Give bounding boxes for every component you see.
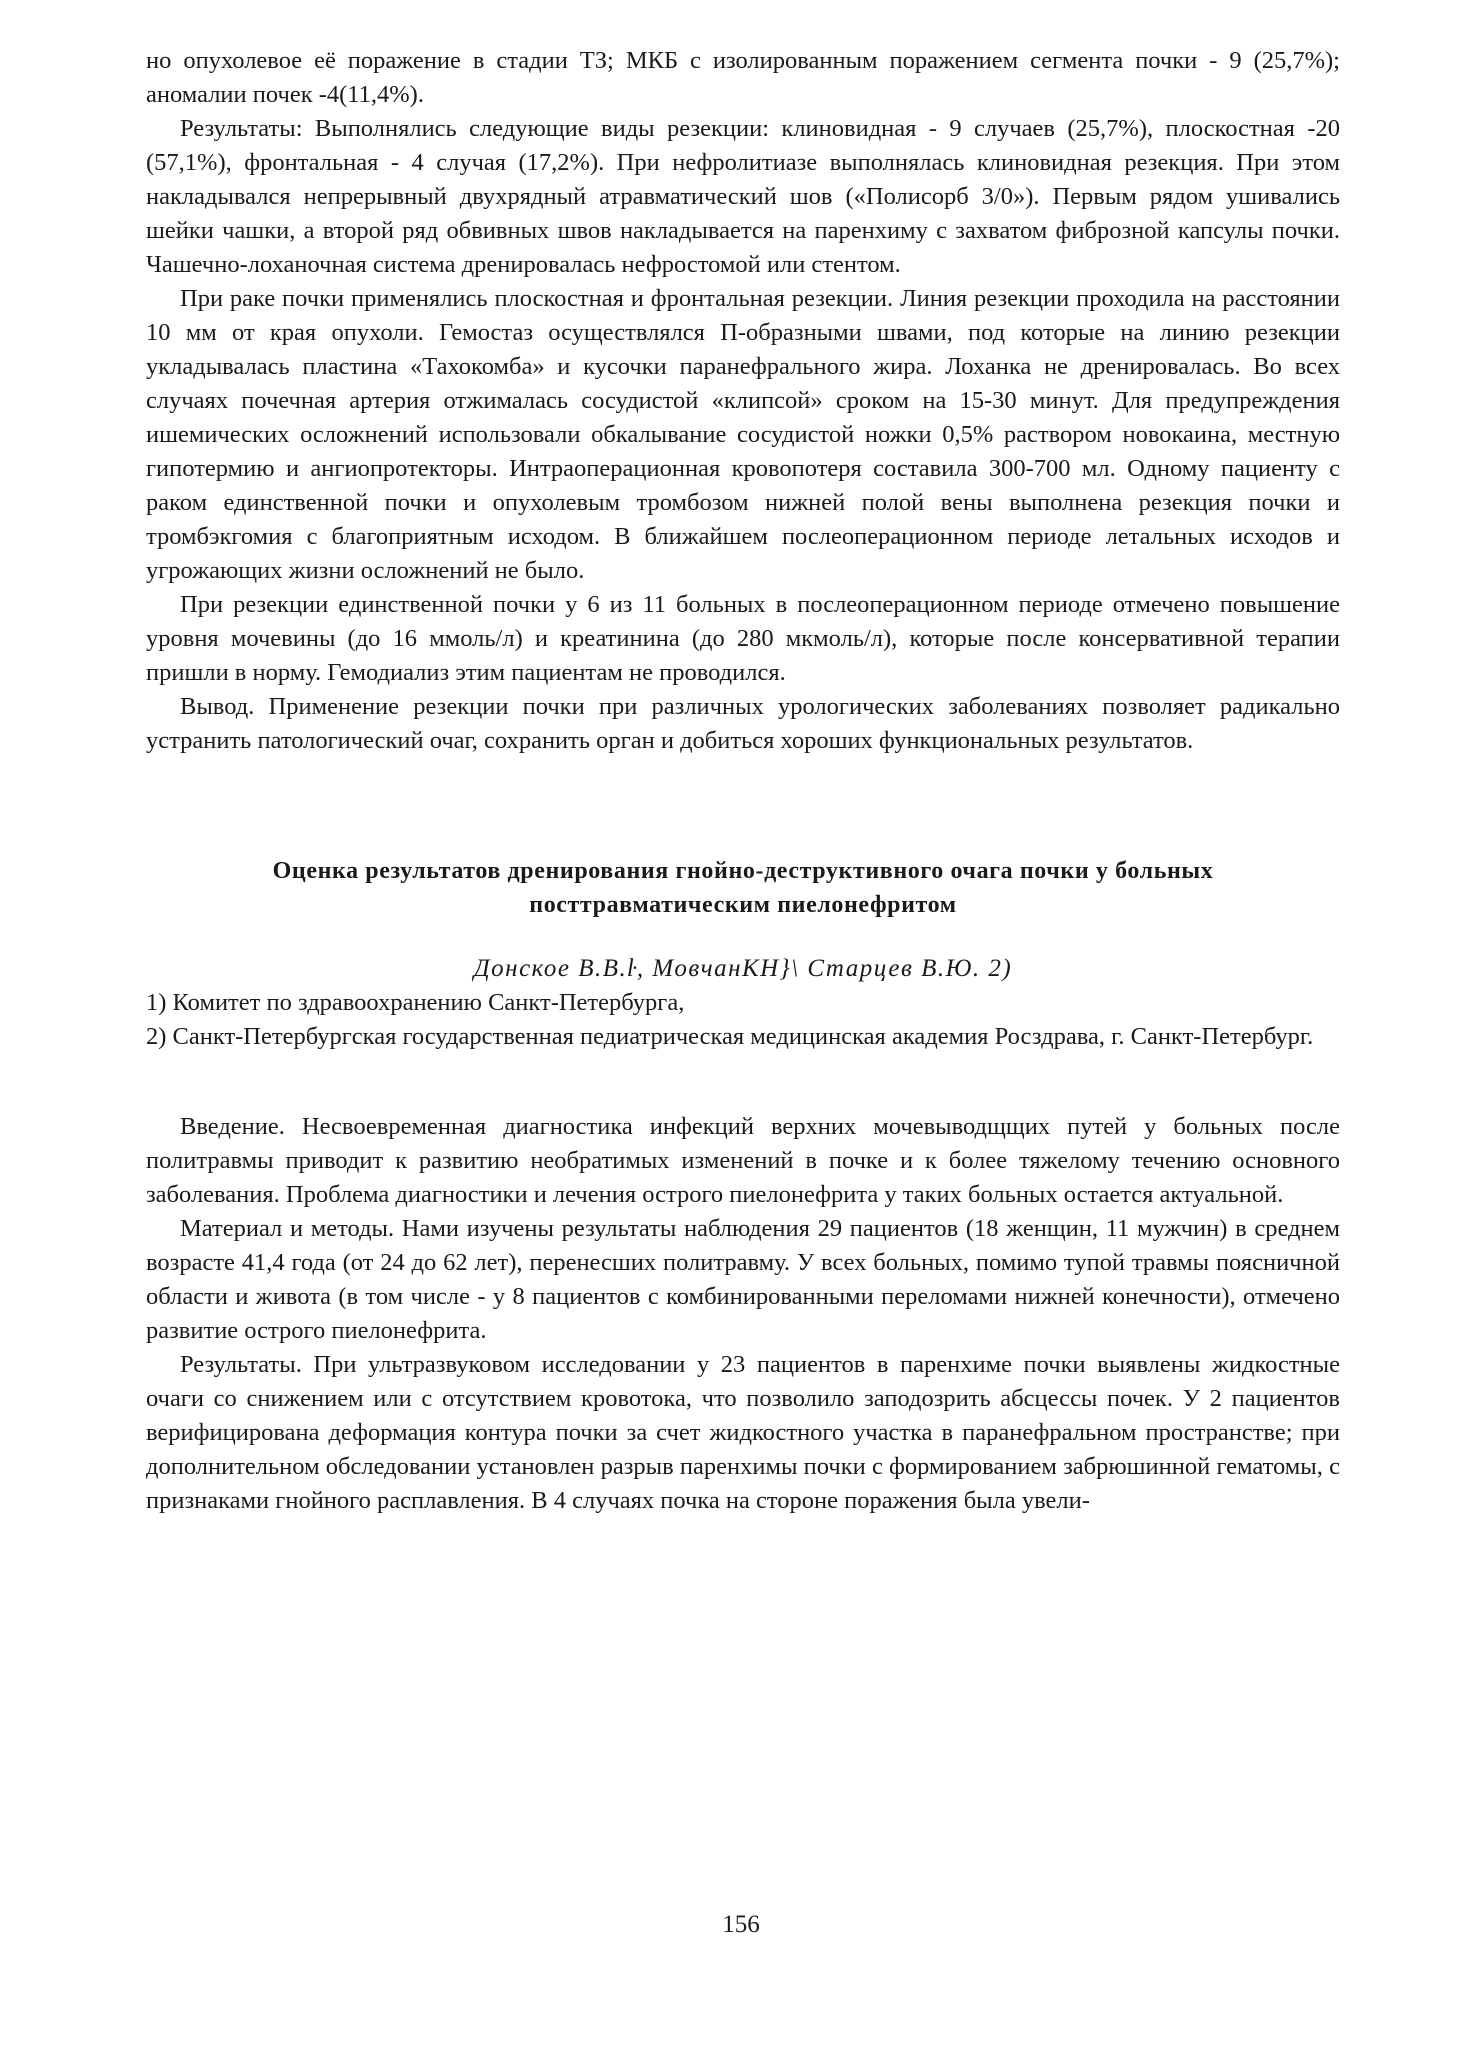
article-authors: Донское В.В.ŀ, МовчанКН}\ Старцев В.Ю. 2)	[473, 955, 1013, 982]
paragraph-materials-methods: Материал и методы. Нами изучены результаты наблюдения 29 пациентов (18 женщин, 11 мужчин) в среднем возрасте 41,4 года (от 24 до 62 лет), перенесших политравму. У всех больных, помимо тупой травмы поясничной области и живота (в том числе - у 8 пациентов с комбинированными переломами нижней конечности), отмечено развитие острого пиелонефрита.	[146, 1215, 1340, 1344]
paragraph-introduction: Введение. Несвоевременная диагностика инфекций верхних мочевыводщщих путей у больных после политравмы приводит к развитию необратимых изменений в почке и к более тяжелому течению основного заболевания. Проблема диагностики и лечения острого пиелонефрита у таких больных остается актуальной.	[146, 1113, 1340, 1208]
paragraph-cancer-resection: При раке почки применялись плоскостная и фронтальная резекции. Линия резекции проходила на расстоянии 10 мм от края опухоли. Гемостаз осуществлялся П-образными швами, под которые на линию резекции укладывалась пластина «Тахокомба» и кусочки паранефрального жира. Лоханка не дренировалась. Во всех случаях почечная артерия отжималась сосудистой «клипсой» сроком на 15-30 минут. Для предупреждения ишемических осложнений использовали обкалывание сосудистой ножки 0,5% раствором новокаина, местную гипотермию и ангиопротекторы. Интраоперационная кровопотеря составила 300-700 мл. Одному пациенту с раком единственной почки и опухолевым тромбозом нижней полой вены выполнена резекция почки и тромбэкгомия с благоприятным исходом. В ближайшем послеоперационном периоде летальных исходов и угрожающих жизни осложнений не было.	[146, 285, 1340, 584]
paragraph-single-kidney: При резекции единственной почки у 6 из 11 больных в послеоперационном периоде отмечено повышение уровня мочевины (до 16 ммоль/л) и креатинина (до 280 мкмоль/л), которые после консервативной терапии пришли в норму. Гемодиализ этим пациентам не проводился.	[146, 591, 1340, 686]
paragraph-continuation: но опухолевое её поражение в стадии ТЗ; МКБ с изолированным поражением сегмента почки - 9 (25,7%); аномалии почек -4(11,4%).	[146, 47, 1340, 108]
page-number: 156	[722, 1911, 760, 1938]
paragraph-conclusion: Вывод. Применение резекции почки при различных урологических заболеваниях позволяет радикально устранить патологический очаг, сохранить орган и добиться хороших функциональных результатов.	[146, 693, 1340, 754]
article-title-line-1: Оценка результатов дренирования гнойно-деструктивного очага почки у больных	[272, 858, 1214, 884]
affiliation-spacer	[146, 1054, 1340, 1110]
paragraph-results: Результаты: Выполнялись следующие виды резекции: клиновидная - 9 случаев (25,7%), плоскостная -20 (57,1%), фронтальная - 4 случая (17,2%). При нефролитиазе выполнялась клиновидная резекция. При этом накладывался непрерывный двухрядный атравматический шов («Полисорб 3/0»). Первым рядом ушивались шейки чашки, а второй ряд обвивных швов накладывается на паренхиму с захватом фиброзной капсулы почки. Чашечно-лоханочная система дренировалась нефростомой или стентом.	[146, 115, 1340, 278]
affiliation-2: 2) Санкт-Петербургская государственная педиатрическая медицинская академия Росздрава, г. Санкт-Петербург.	[146, 1023, 1314, 1050]
affiliation-list	[146, 986, 1340, 1054]
previous-article-section	[146, 44, 1340, 758]
paragraph-results: Результаты. При ультразвуковом исследовании у 23 пациентов в паренхиме почки выявлены жидкостные очаги со снижением или с отсутствием кровотока, что позволило заподозрить абсцессы почек. У 2 пациентов верифицирована деформация контура почки за счет жидкостного участка в паранефральном пространстве; при дополнительном обследовании установлен разрыв паренхимы почки с формированием забрюшинной гематомы, с признаками гнойного расплавления. В 4 случаях почка на стороне поражения была увели-	[146, 1351, 1340, 1514]
article-title-line-2: посттравматическим пиелонефритом	[529, 892, 957, 918]
article-section	[146, 854, 1340, 1518]
affiliation-1: 1) Комитет по здравоохранению Санкт-Петербурга,	[146, 989, 685, 1016]
page-content	[146, 44, 1340, 1518]
section-spacer	[146, 758, 1340, 854]
